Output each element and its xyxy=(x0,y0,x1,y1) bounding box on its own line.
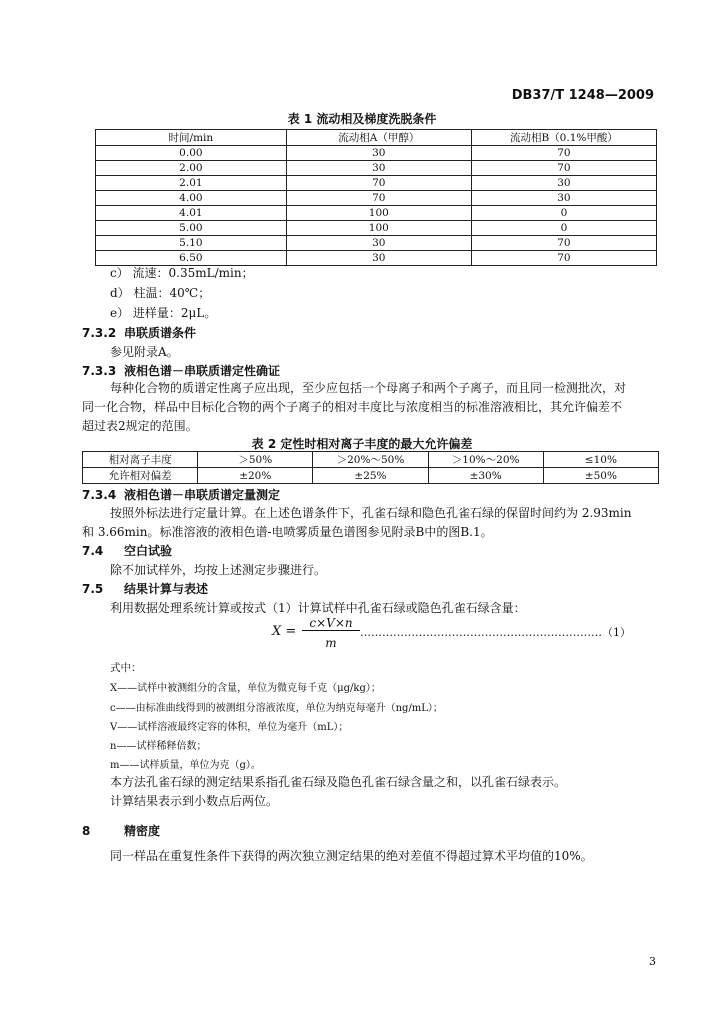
table-cell: 100 xyxy=(286,221,471,236)
table-cell: 70 xyxy=(471,146,656,161)
table-row xyxy=(96,221,657,236)
table-cell: 2.00 xyxy=(96,161,287,176)
table-cell: 70 xyxy=(471,161,656,176)
table-header: 流动相B（0.1%甲酸） xyxy=(471,130,656,146)
table-cell: 4.00 xyxy=(96,191,287,206)
table-cell: 0 xyxy=(471,221,656,236)
formula-denominator: m xyxy=(325,636,337,650)
section-number: 7.4 xyxy=(82,544,104,558)
definition-item: m——试样质量，单位为克（g）。 xyxy=(110,760,261,771)
section-number: 7.5 xyxy=(82,582,104,596)
section-number: 8 xyxy=(82,824,91,838)
table-cell: 5.10 xyxy=(96,236,287,251)
table1-caption: 表 1 流动相及梯度洗脱条件 xyxy=(287,112,437,126)
table-cell: ＞20%～50% xyxy=(313,452,428,468)
condition-column-temp: d） 柱温：40℃； xyxy=(110,286,211,300)
table-cell: 30 xyxy=(471,191,656,206)
result-note: 本方法孔雀石绿的测定结果系指孔雀石绿及隐色孔雀石绿含量之和，以孔雀石绿表示。 xyxy=(110,775,567,789)
definition-item: X——试样中被测组分的含量，单位为微克每千克（μg/kg）； xyxy=(110,683,381,694)
table-cell: ±25% xyxy=(313,468,428,484)
section-7-4-heading xyxy=(82,542,172,559)
table-row xyxy=(83,452,659,468)
table-cell: 2.01 xyxy=(96,176,287,191)
table-cell: ±20% xyxy=(198,468,313,484)
section-7-3-4-heading xyxy=(82,486,280,503)
section-8-heading xyxy=(82,822,160,839)
section-7-4-text: 除不加试样外，均按上述测定步骤进行。 xyxy=(110,563,327,577)
section-title: 精密度 xyxy=(124,824,161,838)
condition-injection-volume: e） 进样量：2μL。 xyxy=(110,306,217,320)
table-cell: 6.50 xyxy=(96,251,287,266)
section-8-text: 同一样品在重复性条件下获得的两次独立测定结果的绝对差值不得超过算术平均值的10%。 xyxy=(110,849,593,863)
table-cell: 0 xyxy=(471,206,656,221)
table-cell: 30 xyxy=(286,146,471,161)
standard-code: DB37/T 1248—2009 xyxy=(511,88,654,103)
section-title: 液相色谱－串联质谱定量测定 xyxy=(124,488,281,502)
table-cell: 30 xyxy=(286,161,471,176)
section-number: 7.3.2 xyxy=(82,326,117,340)
result-precision-note: 计算结果表示到小数点后两位。 xyxy=(110,794,279,808)
section-number: 7.3.4 xyxy=(82,488,117,502)
table-header: 流动相A（甲醇） xyxy=(286,130,471,146)
table-header: 时间/min xyxy=(96,130,287,146)
formula-lhs: X = xyxy=(272,624,297,639)
definition-item: c——由标准曲线得到的被测组分溶液浓度，单位为纳克每毫升（ng/mL）； xyxy=(110,703,443,714)
section-7-3-3-heading xyxy=(82,362,280,379)
table-row xyxy=(96,161,657,176)
table-cell: 70 xyxy=(286,191,471,206)
table-row xyxy=(96,191,657,206)
table-cell: ±30% xyxy=(428,468,543,484)
paragraph-line: 同一化合物，样品中目标化合物的两个子离子的相对丰度比与浓度相当的标准溶液相比，其允许偏差不 xyxy=(82,400,623,414)
section-title: 空白试验 xyxy=(124,544,173,558)
section-number: 7.3.3 xyxy=(82,364,117,378)
section-7-5-text: 利用数据处理系统计算或按式（1）计算试样中孔雀石绿或隐色孔雀石绿含量： xyxy=(110,601,526,615)
table-header-row xyxy=(96,130,657,146)
table-cell: 30 xyxy=(286,236,471,251)
section-title: 液相色谱－串联质谱定性确证 xyxy=(124,364,281,378)
section-7-3-2-heading xyxy=(82,324,196,341)
table-cell: 70 xyxy=(471,236,656,251)
table-row xyxy=(96,206,657,221)
table-cell: 30 xyxy=(286,251,471,266)
page-number: 3 xyxy=(649,955,656,968)
table-cell: 30 xyxy=(471,176,656,191)
table-cell: 5.00 xyxy=(96,221,287,236)
where-label: 式中： xyxy=(110,662,142,674)
condition-flow-rate: c） 流速：0.35mL/min； xyxy=(110,266,254,280)
formula-numerator: c×V×n xyxy=(302,616,360,631)
table-row xyxy=(83,468,659,484)
table-cell: ＞50% xyxy=(198,452,313,468)
table-cell: ±50% xyxy=(543,468,658,484)
table-cell: 100 xyxy=(286,206,471,221)
table-cell: 相对离子丰度 xyxy=(83,452,198,468)
table-cell: 70 xyxy=(286,176,471,191)
table-cell: 0.00 xyxy=(96,146,287,161)
paragraph-line: 和 3.66min。标准溶液的液相色谱-电喷雾质量色谱图参见附录B中的图B.1。 xyxy=(82,525,493,539)
table1-gradient xyxy=(95,129,657,266)
paragraph-line: 超过表2规定的范围。 xyxy=(82,419,198,433)
table-cell: 4.01 xyxy=(96,206,287,221)
section-7-5-heading xyxy=(82,580,208,597)
definition-item: n——试样稀释倍数； xyxy=(110,741,207,752)
section-title: 结果计算与表述 xyxy=(124,582,209,596)
paragraph-line: 按照外标法进行定量计算。在上述色谱条件下，孔雀石绿和隐色孔雀石绿的保留时间约为 2.93min xyxy=(110,506,632,520)
formula-number: …………………………………………………………（1） xyxy=(360,626,631,639)
paragraph-line: 每种化合物的质谱定性离子应出现，至少应包括一个母离子和两个子离子，而且同一检测批次，对 xyxy=(110,381,627,395)
table-row xyxy=(96,146,657,161)
section-title: 串联质谱条件 xyxy=(124,326,197,340)
table-cell: ≤10% xyxy=(543,452,658,468)
section-7-3-2-text: 参见附录A。 xyxy=(110,345,179,359)
table2-deviation xyxy=(82,451,659,484)
definition-item: V——试样溶液最终定容的体积，单位为毫升（mL）； xyxy=(110,722,349,733)
table-cell: 允许相对偏差 xyxy=(83,468,198,484)
table-cell: ＞10%～20% xyxy=(428,452,543,468)
table-row xyxy=(96,236,657,251)
table2-caption: 表 2 定性时相对离子丰度的最大允许偏差 xyxy=(251,437,473,451)
table-row xyxy=(96,176,657,191)
table-cell: 70 xyxy=(471,251,656,266)
